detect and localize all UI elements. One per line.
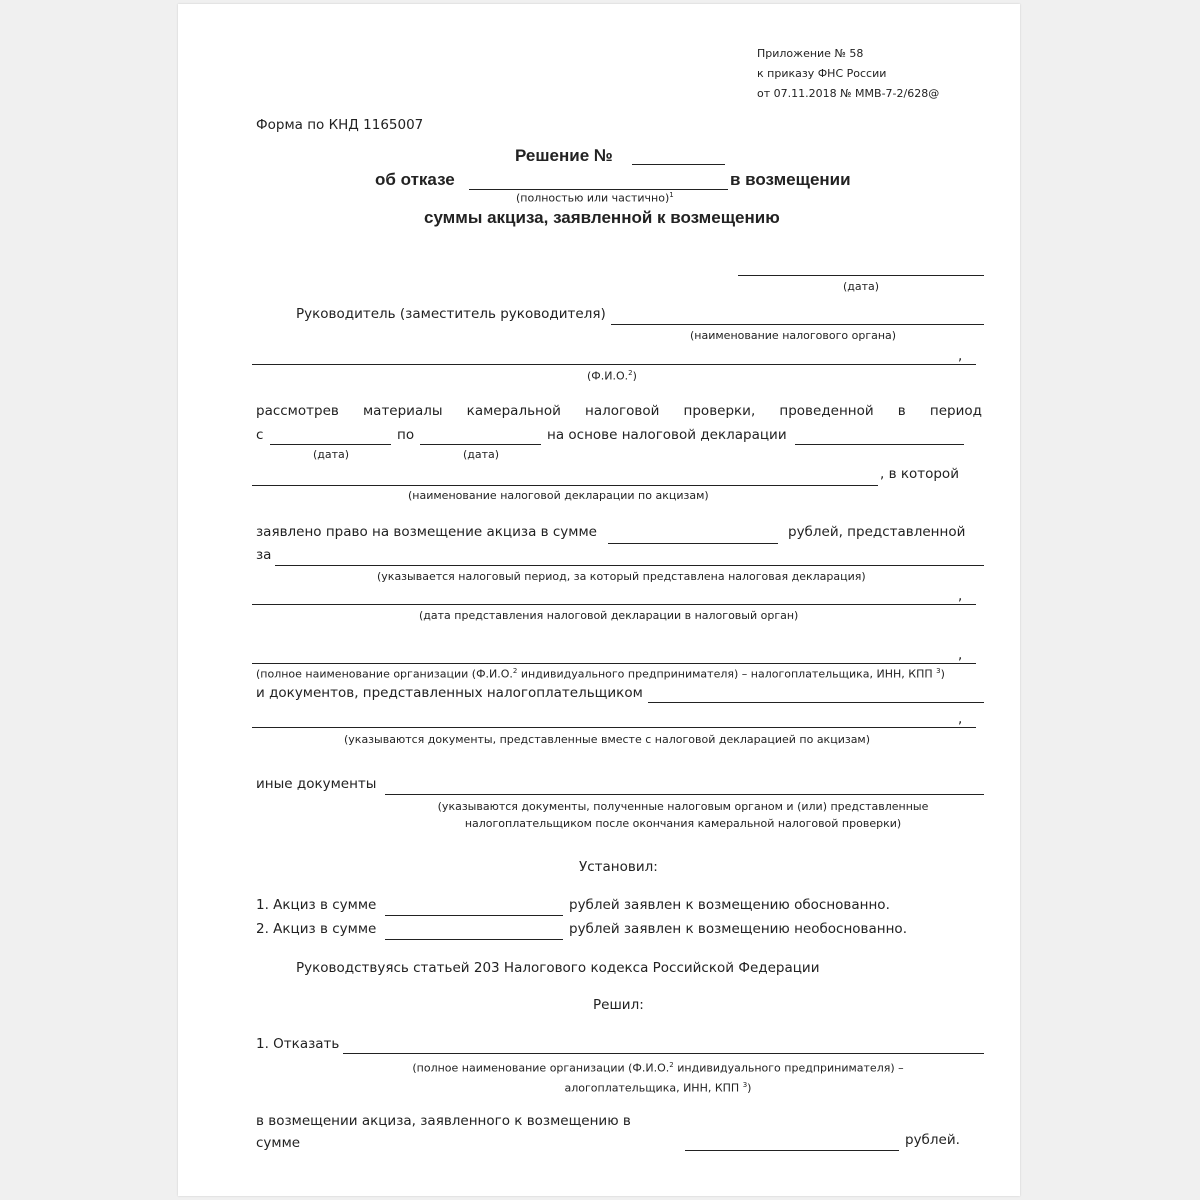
- tax-authority-hint: (наименование налогового органа): [690, 329, 897, 342]
- refusal-type-field[interactable]: [469, 189, 728, 190]
- rubles-submitted: рублей, представленной: [788, 524, 966, 540]
- docs-field[interactable]: [648, 702, 984, 703]
- head-fio-field[interactable]: [252, 364, 976, 365]
- comma: ,: [958, 647, 963, 663]
- date-field[interactable]: [738, 275, 984, 276]
- established-heading: Установил:: [579, 859, 658, 875]
- date-from-field[interactable]: [270, 444, 391, 445]
- declaration-field[interactable]: [795, 444, 964, 445]
- declaration-name-field[interactable]: [252, 485, 878, 486]
- date-to-hint: (дата): [463, 448, 500, 461]
- date-to-field[interactable]: [420, 444, 541, 445]
- decision-number-field[interactable]: [632, 164, 725, 165]
- guided-text: Руководствуясь статьей 203 Налогового кодекса Российской Федерации: [296, 960, 820, 976]
- title-decision: Решение №: [515, 146, 613, 165]
- for-label: за: [256, 547, 272, 563]
- taxpayer-field[interactable]: [252, 663, 976, 664]
- order-ref: к приказу ФНС России: [757, 67, 887, 80]
- decided-heading: Решил:: [593, 997, 644, 1013]
- appendix-header: [757, 44, 939, 104]
- submission-date-hint: (дата представления налоговой декларации в налоговый орган): [419, 609, 799, 622]
- item1-text: рублей заявлен к возмещению обоснованно.: [569, 897, 890, 913]
- form-code: Форма по КНД 1165007: [256, 117, 424, 133]
- fio-hint: (Ф.И.О.$^2$): [587, 369, 637, 383]
- appendix-number: Приложение № 58: [757, 47, 864, 60]
- comma: ,: [958, 588, 963, 604]
- docs-hint: (указываются документы, представленные вместе с налоговой декларацией по акцизам): [344, 733, 871, 746]
- other-docs-label: иные документы: [256, 776, 377, 792]
- taxpayer-hint: (полное наименование организации (Ф.И.О.$^2$ индивидуального предпринимателя) – налогоплательщика, ИНН, КПП $^3$): [256, 667, 945, 681]
- refuse-taxpayer-field[interactable]: [343, 1053, 984, 1054]
- other-docs-hint: (указываются документы, полученные налоговым органом и (или) представленные налогоплательщиком после окончания камеральной налоговой проверки): [437, 800, 929, 830]
- comma: ,: [958, 711, 963, 727]
- basis-label: на основе налоговой декларации: [547, 427, 787, 443]
- review-text: рассмотрев материалы камеральной налоговой проверки, проведенной в период: [256, 403, 982, 419]
- claim-text: заявлено право на возмещение акциза в сумме: [256, 524, 597, 540]
- docs-label: и документов, представленных налогоплательщиком: [256, 685, 643, 701]
- order-date: от 07.11.2018 № ММВ-7-2/628@: [757, 87, 940, 100]
- date-from-hint: (дата): [313, 448, 350, 461]
- title-refusal: об отказе: [375, 170, 455, 189]
- refund-amount-field[interactable]: [685, 1150, 899, 1151]
- claim-amount-field[interactable]: [608, 543, 778, 544]
- item2-amount-field[interactable]: [385, 939, 563, 940]
- refusal-type-hint: (полностью или частично)$^1$: [516, 191, 674, 205]
- refund-text: в возмещении акциза, заявленного к возмещению в сумме: [256, 1113, 631, 1151]
- head-label: Руководитель (заместитель руководителя): [296, 306, 606, 322]
- document-page: [178, 4, 1020, 1196]
- item2-text: рублей заявлен к возмещению необоснованно.: [569, 921, 907, 937]
- to-label: по: [397, 427, 415, 443]
- item1-label: 1. Акциз в сумме: [256, 897, 377, 913]
- docs-field-2[interactable]: [252, 727, 976, 728]
- refuse-taxpayer-hint: (полное наименование организации (Ф.И.О.$^2$ индивидуального предпринимателя) – алогоплательщика, ИНН, КПП $^3$): [412, 1061, 904, 1095]
- declaration-name-hint: (наименование налоговой декларации по акцизам): [408, 489, 709, 502]
- item2-label: 2. Акциз в сумме: [256, 921, 377, 937]
- title-excise: суммы акциза, заявленной к возмещению: [424, 208, 780, 227]
- tax-authority-field[interactable]: [611, 324, 984, 325]
- other-docs-field[interactable]: [385, 794, 984, 795]
- title-in-refund: в возмещении: [730, 170, 851, 189]
- from-label: с: [256, 427, 264, 443]
- refuse-label: 1. Отказать: [256, 1036, 340, 1052]
- rubles-label: рублей.: [905, 1132, 960, 1148]
- comma: ,: [958, 348, 963, 364]
- submission-date-field[interactable]: [252, 604, 976, 605]
- date-hint: (дата): [843, 280, 880, 293]
- tax-period-hint: (указывается налоговый период, за который представлена налоговая декларация): [377, 570, 866, 583]
- in-which-label: , в которой: [880, 466, 959, 482]
- tax-period-field[interactable]: [275, 565, 984, 566]
- item1-amount-field[interactable]: [385, 915, 563, 916]
